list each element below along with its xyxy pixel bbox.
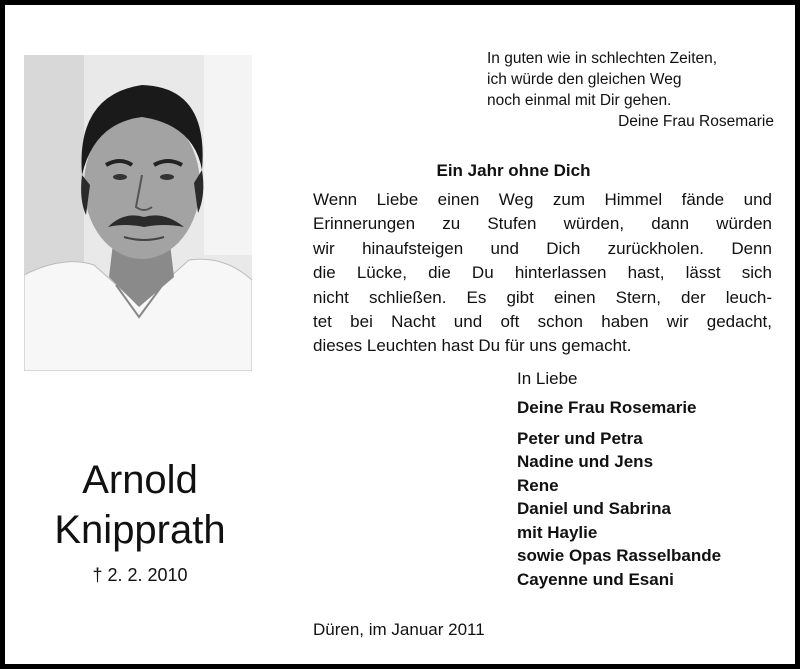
signer-family: Peter und Petra — [517, 428, 643, 448]
signers-list — [517, 396, 721, 591]
memorial-text-line: Erinnerungen zu Stufen würden, dann würden — [313, 214, 772, 234]
memorial-text-line: tet bei Nacht und oft schon haben wir gedacht, — [313, 312, 772, 332]
memorial-text-line: die Lücke, die Du hinterlassen hast, lässt sich — [313, 263, 772, 283]
signer-family: sowie Opas Rasselbande — [517, 546, 722, 565]
signer-family: Nadine und Jens — [517, 452, 654, 471]
memorial-text-line: dieses Leuchten hast Du für uns gemacht. — [313, 336, 632, 356]
deceased-last-name: Knipprath — [54, 508, 226, 552]
signer-family: Rene — [517, 475, 559, 495]
memorial-text — [313, 188, 772, 359]
motto-line: noch einmal mit Dir gehen. — [487, 92, 672, 109]
portrait-photo — [24, 55, 252, 371]
notice-heading: Ein Jahr ohne Dich — [436, 161, 591, 180]
motto-line: ich würde den gleichen Weg — [487, 71, 682, 88]
deceased-first-name: Arnold — [82, 458, 198, 502]
signer-family: mit Haylie — [517, 522, 598, 542]
memorial-text-line: Wenn Liebe einen Weg zum Himmel fände und — [313, 190, 772, 209]
motto-signature: Deine Frau Rosemarie — [618, 113, 774, 130]
motto-quote — [487, 48, 777, 132]
death-date: † 2. 2. 2010 — [92, 565, 188, 585]
motto-line: In guten wie in schlechten Zeiten, — [487, 50, 718, 67]
memorial-text-line: nicht schließen. Es gibt einen Stern, der leuch- — [313, 287, 772, 307]
place-date: Düren, im Januar 2011 — [313, 620, 485, 639]
signer-family: Cayenne und Esani — [517, 569, 674, 589]
memorial-text-line: wir hinaufsteigen und Dich zurückholen. Denn — [313, 238, 772, 258]
signer-family: Daniel und Sabrina — [517, 499, 671, 518]
greeting: In Liebe — [517, 369, 578, 388]
signer-wife: Deine Frau Rosemarie — [517, 398, 697, 417]
